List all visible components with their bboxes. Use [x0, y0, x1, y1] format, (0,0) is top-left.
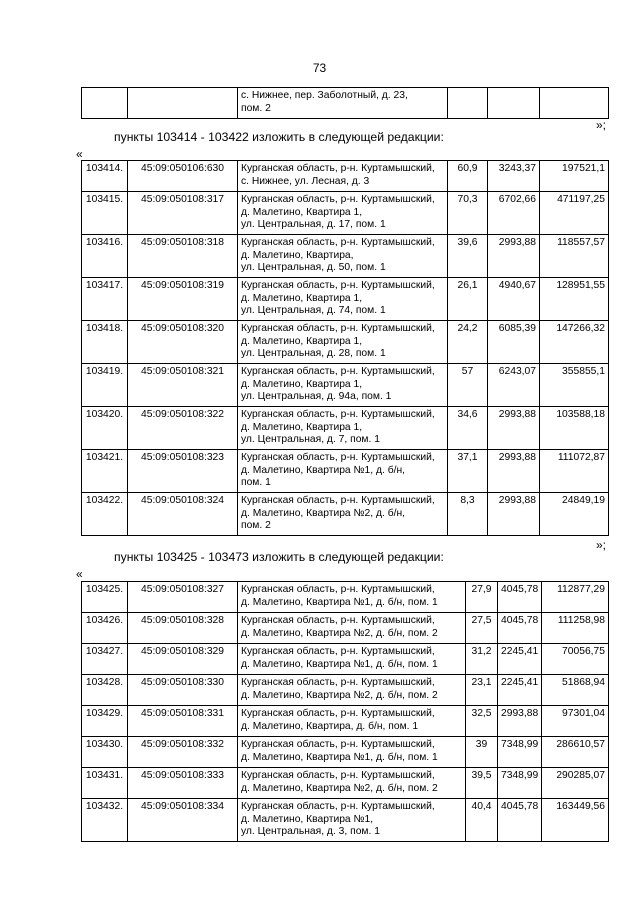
- table-row: [82, 364, 609, 407]
- address-cell: [238, 799, 466, 842]
- row-number: 103428.: [82, 675, 128, 706]
- row-number: 103416.: [82, 235, 128, 278]
- table-row: [82, 278, 609, 321]
- table-row: [82, 407, 609, 450]
- address-line: Курганская область, р-н. Куртамышский,: [241, 163, 435, 174]
- address-line: д. Малетино, Квартира №2, д. б/н,: [241, 507, 406, 519]
- row-number: 103429.: [82, 706, 128, 737]
- cadastral-number: 45:09:050106:630: [128, 161, 238, 192]
- table-row: [82, 706, 609, 737]
- cadastral-number: 45:09:050108:323: [128, 450, 238, 493]
- address-cell: [238, 321, 448, 364]
- address-line: Курганская область, р-н. Куртамышский,: [241, 194, 435, 205]
- area-cell: 40,4: [466, 799, 498, 842]
- table-row: [82, 493, 609, 536]
- address-line: пом. 2: [241, 102, 271, 114]
- value-cell: 290285,07: [542, 768, 609, 799]
- address-line: д. Малетино, Квартира №1, д. б/н, пом. 1: [241, 658, 438, 670]
- area-cell: 8,3: [448, 493, 488, 536]
- address-line: ул. Центральная, д. 50, пом. 1: [241, 262, 386, 273]
- area-cell: 70,3: [448, 192, 488, 235]
- amendment-table-2: [81, 581, 609, 842]
- area-cell: 32,5: [466, 706, 498, 737]
- address-line: Курганская область, р-н. Куртамышский,: [241, 739, 435, 750]
- value-cell: 111072,87: [540, 450, 609, 493]
- value-cell: 111258,98: [542, 613, 609, 644]
- address-line: д. Малетино, Квартира №1,: [241, 813, 374, 825]
- price-cell: 3243,37: [488, 161, 540, 192]
- area-cell: 57: [448, 364, 488, 407]
- amendment-instruction: пункты 103425 - 103473 изложить в следующей редакции:: [114, 550, 444, 564]
- cadastral-number: 45:09:050108:334: [128, 799, 238, 842]
- opening-quote: «: [76, 567, 83, 581]
- address-line: д. Малетино, Квартира 1,: [241, 292, 363, 304]
- address-cell: [238, 192, 448, 235]
- address-cell: [238, 161, 448, 192]
- table-row: [82, 737, 609, 768]
- cadastral-number: [128, 88, 238, 119]
- price-cell: 2993,88: [498, 706, 542, 737]
- row-number: 103417.: [82, 278, 128, 321]
- address-line: Курганская область, р-н. Куртамышский,: [241, 495, 435, 506]
- price-cell: 6085,39: [488, 321, 540, 364]
- address-line: ул. Центральная, д. 94а, пом. 1: [241, 391, 392, 402]
- table-row: [82, 582, 609, 613]
- address-cell: [238, 675, 466, 706]
- cadastral-number: 45:09:050108:333: [128, 768, 238, 799]
- value-cell: 128951,55: [540, 278, 609, 321]
- value-cell: [540, 88, 609, 119]
- address-line: Курганская область, р-н. Куртамышский,: [241, 409, 435, 420]
- row-number: 103419.: [82, 364, 128, 407]
- value-cell: 147266,32: [540, 321, 609, 364]
- address-line: д. Малетино, Квартира №2, д. б/н, пом. 2: [241, 689, 438, 701]
- value-cell: 355855,1: [540, 364, 609, 407]
- price-cell: 6702,66: [488, 192, 540, 235]
- price-cell: 4045,78: [498, 582, 542, 613]
- value-cell: 471197,25: [540, 192, 609, 235]
- row-number: 103431.: [82, 768, 128, 799]
- value-cell: 24849,19: [540, 493, 609, 536]
- price-cell: 2245,41: [498, 675, 542, 706]
- address-cell: [238, 493, 448, 536]
- cadastral-number: 45:09:050108:329: [128, 644, 238, 675]
- cadastral-number: 45:09:050108:332: [128, 737, 238, 768]
- table-row: [82, 450, 609, 493]
- price-cell: 2245,41: [498, 644, 542, 675]
- row-number: 103427.: [82, 644, 128, 675]
- value-cell: 70056,75: [542, 644, 609, 675]
- address-line: Курганская область, р-н. Куртамышский,: [241, 677, 435, 688]
- row-number: 103415.: [82, 192, 128, 235]
- address-line: Курганская область, р-н. Куртамышский,: [241, 452, 435, 463]
- row-number: 103425.: [82, 582, 128, 613]
- row-number: 103421.: [82, 450, 128, 493]
- price-cell: 2993,88: [488, 235, 540, 278]
- continuation-table: [81, 87, 609, 119]
- price-cell: [488, 88, 540, 119]
- address-line: д. Малетино, Квартира, д. б/н, пом. 1: [241, 720, 419, 732]
- address-line: ул. Центральная, д. 74, пом. 1: [241, 305, 386, 316]
- row-number: 103422.: [82, 493, 128, 536]
- table-row: [82, 613, 609, 644]
- address-cell: [238, 407, 448, 450]
- address-line: д. Малетино, Квартира №1, д. б/н, пом. 1: [241, 596, 438, 608]
- area-cell: 27,5: [466, 613, 498, 644]
- address-line: д. Малетино, Квартира 1,: [241, 206, 363, 218]
- address-cell: [238, 706, 466, 737]
- address-line: Курганская область, р-н. Куртамышский,: [241, 237, 435, 248]
- address-line: Курганская область, р-н. Куртамышский,: [241, 366, 435, 377]
- table-row: [82, 644, 609, 675]
- table-row: [82, 768, 609, 799]
- address-cell: [238, 768, 466, 799]
- address-line: Курганская область, р-н. Куртамышский,: [241, 584, 435, 595]
- price-cell: 2993,88: [488, 450, 540, 493]
- cadastral-number: 45:09:050108:318: [128, 235, 238, 278]
- address-line: ул. Центральная, д. 3, пом. 1: [241, 826, 380, 837]
- address-line: д. Малетино, Квартира,: [241, 249, 354, 261]
- address-line: ул. Центральная, д. 7, пом. 1: [241, 434, 380, 445]
- value-cell: 197521,1: [540, 161, 609, 192]
- address-line: д. Малетино, Квартира 1,: [241, 421, 363, 433]
- area-cell: 37,1: [448, 450, 488, 493]
- address-line: Курганская область, р-н. Куртамышский,: [241, 280, 435, 291]
- area-cell: 24,2: [448, 321, 488, 364]
- cadastral-number: 45:09:050108:328: [128, 613, 238, 644]
- price-cell: 4045,78: [498, 613, 542, 644]
- address-line: д. Малетино, Квартира №1, д. б/н,: [241, 464, 406, 476]
- price-cell: 7348,99: [498, 737, 542, 768]
- cadastral-number: 45:09:050108:327: [128, 582, 238, 613]
- table-row: [82, 799, 609, 842]
- area-cell: 31,2: [466, 644, 498, 675]
- table-row: [82, 88, 609, 119]
- address-line: Курганская область, р-н. Куртамышский,: [241, 708, 435, 719]
- address-line: пом. 2: [241, 520, 271, 531]
- row-number: 103430.: [82, 737, 128, 768]
- value-cell: 163449,56: [542, 799, 609, 842]
- address-cell: [238, 364, 448, 407]
- address-line: с. Нижнее, ул. Лесная, д. 3: [241, 175, 370, 187]
- address-line: Курганская область, р-н. Куртамышский,: [241, 615, 435, 626]
- address-line: с. Нижнее, пер. Заболотный, д. 23,: [241, 90, 408, 101]
- cadastral-number: 45:09:050108:331: [128, 706, 238, 737]
- closing-quote: »;: [596, 538, 607, 552]
- address-line: д. Малетино, Квартира 1,: [241, 335, 363, 347]
- area-cell: [448, 88, 488, 119]
- row-number: 103432.: [82, 799, 128, 842]
- area-cell: 27,9: [466, 582, 498, 613]
- row-number: 103414.: [82, 161, 128, 192]
- address-line: Курганская область, р-н. Куртамышский,: [241, 801, 435, 812]
- closing-quote: »;: [596, 118, 607, 132]
- opening-quote: «: [76, 147, 83, 161]
- price-cell: 2993,88: [488, 493, 540, 536]
- row-number: [82, 88, 128, 119]
- price-cell: 4045,78: [498, 799, 542, 842]
- address-line: д. Малетино, Квартира 1,: [241, 378, 363, 390]
- value-cell: 97301,04: [542, 706, 609, 737]
- area-cell: 26,1: [448, 278, 488, 321]
- table-row: [82, 192, 609, 235]
- row-number: 103420.: [82, 407, 128, 450]
- area-cell: 39: [466, 737, 498, 768]
- table-row: [82, 675, 609, 706]
- address-cell: [238, 644, 466, 675]
- address-line: ул. Центральная, д. 28, пом. 1: [241, 348, 386, 359]
- page-number: 73: [312, 61, 327, 75]
- address-cell: [238, 613, 466, 644]
- address-line: д. Малетино, Квартира №2, д. б/н, пом. 2: [241, 782, 438, 794]
- area-cell: 60,9: [448, 161, 488, 192]
- price-cell: 6243,07: [488, 364, 540, 407]
- address-line: Курганская область, р-н. Куртамышский,: [241, 323, 435, 334]
- address-cell: [238, 88, 448, 119]
- price-cell: 4940,67: [488, 278, 540, 321]
- area-cell: 23,1: [466, 675, 498, 706]
- row-number: 103426.: [82, 613, 128, 644]
- price-cell: 7348,99: [498, 768, 542, 799]
- cadastral-number: 45:09:050108:317: [128, 192, 238, 235]
- table-row: [82, 161, 609, 192]
- value-cell: 112877,29: [542, 582, 609, 613]
- address-line: Курганская область, р-н. Куртамышский,: [241, 770, 435, 781]
- address-line: Курганская область, р-н. Куртамышский,: [241, 646, 435, 657]
- table-row: [82, 235, 609, 278]
- row-number: 103418.: [82, 321, 128, 364]
- area-cell: 34,6: [448, 407, 488, 450]
- area-cell: 39,5: [466, 768, 498, 799]
- address-cell: [238, 450, 448, 493]
- price-cell: 2993,88: [488, 407, 540, 450]
- amendment-table-1: [81, 160, 609, 536]
- cadastral-number: 45:09:050108:320: [128, 321, 238, 364]
- address-line: д. Малетино, Квартира №1, д. б/н, пом. 1: [241, 751, 438, 763]
- table-row: [82, 321, 609, 364]
- amendment-instruction: пункты 103414 - 103422 изложить в следующей редакции:: [114, 130, 444, 144]
- address-cell: [238, 235, 448, 278]
- address-line: пом. 1: [241, 477, 271, 488]
- cadastral-number: 45:09:050108:330: [128, 675, 238, 706]
- cadastral-number: 45:09:050108:319: [128, 278, 238, 321]
- area-cell: 39,6: [448, 235, 488, 278]
- value-cell: 118557,57: [540, 235, 609, 278]
- cadastral-number: 45:09:050108:324: [128, 493, 238, 536]
- address-line: д. Малетино, Квартира №2, д. б/н, пом. 2: [241, 627, 438, 639]
- address-cell: [238, 582, 466, 613]
- value-cell: 286610,57: [542, 737, 609, 768]
- value-cell: 51868,94: [542, 675, 609, 706]
- address-line: ул. Центральная, д. 17, пом. 1: [241, 219, 386, 230]
- cadastral-number: 45:09:050108:322: [128, 407, 238, 450]
- address-cell: [238, 737, 466, 768]
- cadastral-number: 45:09:050108:321: [128, 364, 238, 407]
- value-cell: 103588,18: [540, 407, 609, 450]
- address-cell: [238, 278, 448, 321]
